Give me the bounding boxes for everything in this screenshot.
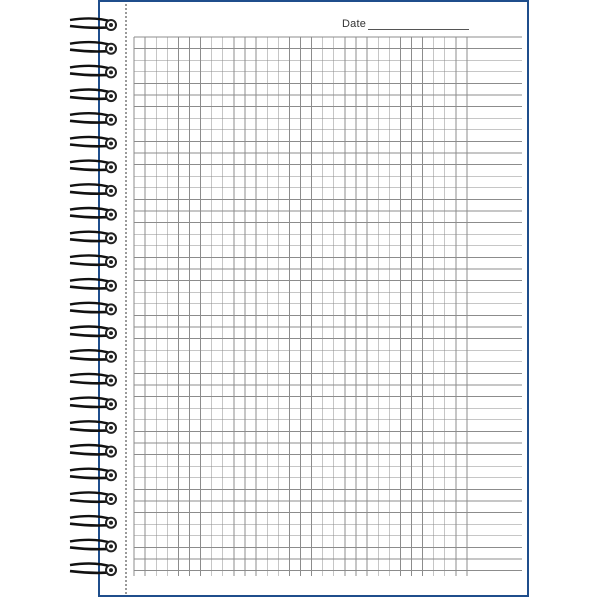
spiral-ring-icon bbox=[70, 184, 116, 196]
spiral-ring-icon bbox=[70, 374, 116, 386]
spiral-ring-icon bbox=[70, 564, 116, 576]
spiral-ring-icon bbox=[70, 445, 116, 457]
spiral-ring-icon bbox=[70, 137, 116, 149]
spiral-ring-icon bbox=[70, 18, 116, 30]
spiral-ring-icon bbox=[70, 66, 116, 78]
spiral-ring-icon bbox=[70, 42, 116, 54]
spiral-ring-icon bbox=[70, 279, 116, 291]
spiral-ring-icon bbox=[70, 350, 116, 362]
spiral-ring-icon bbox=[70, 303, 116, 315]
spiral-ring-icon bbox=[70, 421, 116, 433]
spiral-ring-icon bbox=[70, 161, 116, 173]
spiral-ring-icon bbox=[70, 255, 116, 267]
spiral-binding-icon bbox=[0, 0, 130, 600]
spiral-ring-icon bbox=[70, 90, 116, 102]
spiral-ring-icon bbox=[70, 327, 116, 339]
spiral-ring-icon bbox=[70, 232, 116, 244]
spiral-ring-icon bbox=[70, 113, 116, 125]
spiral-ring-icon bbox=[70, 208, 116, 220]
spiral-ring-icon bbox=[70, 398, 116, 410]
spiral-ring-icon bbox=[70, 492, 116, 504]
spiral-ring-icon bbox=[70, 516, 116, 528]
spiral-ring-icon bbox=[70, 540, 116, 552]
spiral-ring-icon bbox=[70, 469, 116, 481]
date-label: Date bbox=[342, 18, 367, 30]
